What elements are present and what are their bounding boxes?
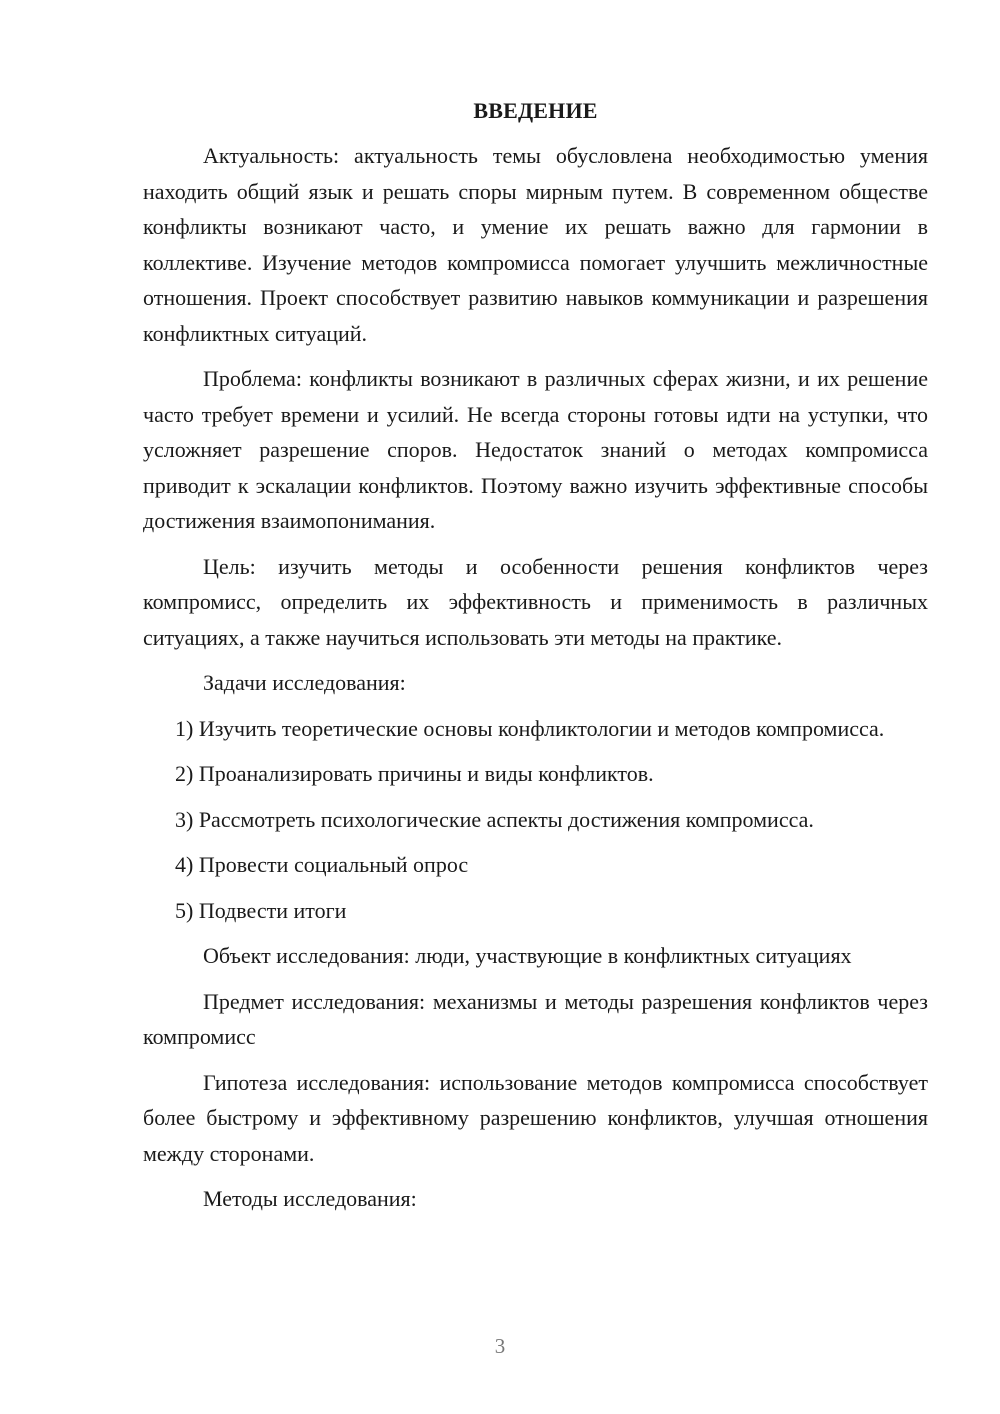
tasks-heading: Задачи исследования: [203,670,406,695]
problem-paragraph: Проблема: конфликты возникают в различных сферах жизни, и их решение часто требует времени и усилий. Не всегда стороны готовы идти на уступки, что усложняет разрешение споров. Недостаток знаний о методах компромисса приводит к эскалации конфликтов. Поэтому важно изучить эффективные способы достижения взаимопонимания. [143,366,928,533]
task-item-3: 3) Рассмотреть психологические аспекты достижения компромисса. [175,806,814,832]
task-item-2: 2) Проанализировать причины и виды конфликтов. [175,761,654,786]
task-item-4: 4) Провести социальный опрос [175,852,469,877]
subject-paragraph: Предмет исследования: механизмы и методы разрешения конфликтов через компромисс [143,988,928,1049]
page-number: 3 [494,1334,506,1358]
methods-heading: Методы исследования: [203,1186,417,1211]
page-content [143,96,928,1227]
task-item-1: 1) Изучить теоретические основы конфликтологии и методов компромисса. [175,715,885,741]
object-paragraph: Объект исследования: люди, участвующие в конфликтных ситуациях [203,943,852,968]
page-title: ВВЕДЕНИЕ [473,98,598,123]
task-item-5: 5) Подвести итоги [175,897,347,923]
relevance-paragraph: Актуальность: актуальность темы обусловлена необходимостью умения находить общий язык и решать споры мирным путем. В современном обществе конфликты возникают часто, и умение их решать важно для гармонии в коллективе. Изучение методов компромисса помогает улучшить межличностные отношения. Проект способствует развитию навыков коммуникации и разрешения конфликтных ситуаций. [143,143,928,346]
hypothesis-paragraph: Гипотеза исследования: использование методов компромисса способствует более быстрому и эффективному разрешению конфликтов, улучшая отношения между сторонами. [143,1069,928,1166]
goal-paragraph: Цель: изучить методы и особенности решения конфликтов через компромисс, определить их эффективность и применимость в различных ситуациях, а также научиться использовать эти методы на практике. [143,553,928,650]
